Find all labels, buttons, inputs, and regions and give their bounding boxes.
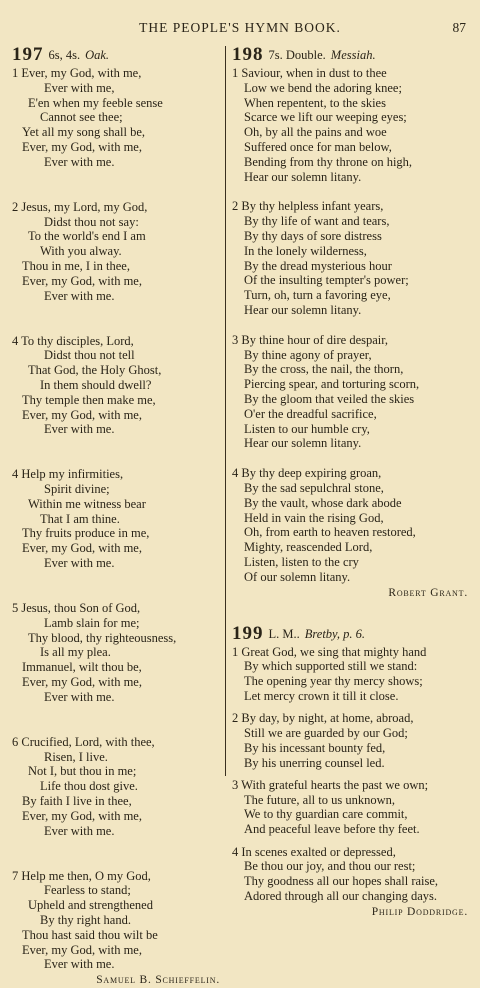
verse-line: Thy goodness all our hopes shall raise, [244, 874, 439, 889]
verse-line: Listen to our humble cry, [244, 421, 370, 436]
verse-line: Not I, but thou in me; [28, 764, 137, 779]
page-number: 87 [452, 20, 466, 35]
verse-line: By thy life of want and tears, [244, 214, 390, 229]
verse-line: Ever with me. [44, 957, 115, 972]
verse-line: Hear our solemn litany. [244, 169, 362, 184]
verse-first-line: 2 Jesus, my Lord, my God, [12, 199, 148, 214]
verse [12, 200, 220, 304]
verse-first-line: 4 By thy deep expiring groan, [232, 466, 382, 481]
verse-line: The opening year thy mercy shows; [244, 674, 423, 689]
verse-line: By the dread mysterious hour [244, 258, 392, 273]
verse-line: In the lonely wilderness, [244, 243, 367, 258]
verse-line: Of the insulting tempter's power; [244, 273, 409, 288]
verse-line: Thy blood, thy righteousness, [28, 630, 177, 645]
column-divider [225, 46, 226, 776]
verse-line: Thou in me, I in thee, [22, 258, 130, 273]
verse-line: Ever with me. [44, 689, 115, 704]
verse-line: Fearless to stand; [44, 883, 131, 898]
verse [232, 199, 468, 317]
verse-line: O'er the dreadful sacrifice, [244, 406, 377, 421]
verse-line: The future, all to us unknown, [244, 792, 396, 807]
verse-line: Immanuel, wilt thou be, [22, 660, 142, 675]
verse-line: Thy fruits produce in me, [22, 526, 150, 541]
verse-line: That God, the Holy Ghost, [28, 363, 162, 378]
hymn-author: Samuel B. Schieffelin. [96, 974, 220, 987]
verse-line: Didst thou not say: [44, 214, 139, 229]
verse-line: Mighty, reascended Lord, [244, 540, 373, 555]
verse-first-line: 6 Crucified, Lord, with thee, [12, 734, 155, 749]
verse-line: Ever, my God, with me, [22, 808, 142, 823]
verse-line: Ever with me. [44, 556, 115, 571]
hymn-number: 198 [232, 44, 264, 65]
verse-line: Held in vain the rising God, [244, 510, 384, 525]
verse-line: Oh, by all the pains and woe [244, 125, 387, 140]
verse [12, 601, 220, 705]
verse-line: Be thou our joy, and thou our rest; [244, 859, 416, 874]
verse-line: Turn, oh, turn a favoring eye, [244, 288, 391, 303]
verse-line: Ever with me. [44, 288, 115, 303]
verse-line: When repentent, to the skies [244, 95, 386, 110]
verse-line: Ever, my God, with me, [22, 273, 142, 288]
verse-line: Didst thou not tell [44, 348, 135, 363]
verse-line: Ever with me. [44, 823, 115, 838]
verse [12, 869, 220, 973]
verse-line: Suffered once for man below, [244, 139, 392, 154]
hymn-198 [232, 44, 468, 601]
verse-first-line: 1 Great God, we sing that mighty hand [232, 644, 427, 659]
verse-line: Ever with me. [44, 154, 115, 169]
verse-line: That I am thine. [40, 511, 120, 526]
verse-line: Ever, my God, with me, [22, 541, 142, 556]
verse-line: By his unerring counsel led. [244, 755, 385, 770]
verse-line: Let mercy crown it till it close. [244, 688, 399, 703]
hymn-heading [12, 44, 220, 66]
verse-line: Hear our solemn litany. [244, 302, 362, 317]
verse-line: By faith I live in thee, [22, 794, 132, 809]
right-column [232, 44, 468, 920]
verse-line: Is all my plea. [40, 645, 111, 660]
verse-line: By his incessant bounty fed, [244, 740, 386, 755]
verse-line: Cannot see thee; [40, 110, 123, 125]
verse [232, 778, 468, 837]
verse [12, 334, 220, 438]
hymn-author: Philip Doddridge. [371, 905, 468, 918]
hymn-meter: 7s. Double. [268, 48, 326, 62]
verse-line: Listen, listen to the cry [244, 554, 359, 569]
verse-line: Piercing spear, and torturing scorn, [244, 377, 420, 392]
verse-line: Still we are guarded by our God; [244, 725, 408, 740]
verse [232, 645, 468, 704]
verse-first-line: 2 By day, by night, at home, abroad, [232, 711, 414, 726]
verse-first-line: 3 With grateful hearts the past we own; [232, 777, 429, 792]
verse-line: Of our solemn litany. [244, 569, 351, 584]
verse-line: By the sad sepulchral stone, [244, 480, 384, 495]
hymn-meter: 6s, 4s. [48, 48, 81, 62]
verse [12, 735, 220, 839]
verse-line: Within me witness bear [28, 496, 146, 511]
verse-line: Spirit divine; [44, 482, 110, 497]
verse-first-line: 3 By thine hour of dire despair, [232, 332, 389, 347]
verse-line: Ever, my God, with me, [22, 675, 142, 690]
page-header [0, 0, 480, 46]
verse-line: Ever, my God, with me, [22, 407, 142, 422]
verse-line: Upheld and strengthened [28, 898, 153, 913]
verse-line: Thy temple then make me, [22, 392, 156, 407]
verse [232, 845, 468, 904]
hymn-heading [232, 44, 468, 66]
verse-line: By the vault, whose dark abode [244, 495, 402, 510]
hymn-tune: Messiah. [330, 48, 376, 62]
verse-line: Life thou dost give. [40, 779, 138, 794]
verse-line: Scarce we lift our weeping eyes; [244, 110, 407, 125]
verse-first-line: 5 Jesus, thou Son of God, [12, 601, 141, 616]
hymn-tune: Bretby, p. 6. [304, 626, 366, 641]
hymn-author: Robert Grant. [388, 586, 468, 599]
verse [232, 333, 468, 451]
verse-line: Adored through all our changing days. [244, 888, 438, 903]
verse [12, 467, 220, 571]
verse-line: With you alway. [40, 244, 122, 259]
verse-line: Ever with me, [44, 80, 115, 95]
verse-first-line: 1 Saviour, when in dust to thee [232, 66, 387, 80]
verse-line: By the cross, the nail, the thorn, [244, 362, 404, 377]
verse-line: E'en when my feeble sense [28, 95, 163, 110]
verse-line: Lamb slain for me; [44, 615, 140, 630]
verse-line: Hear our solemn litany. [244, 436, 362, 451]
verse-line: Ever with me. [44, 422, 115, 437]
verse-first-line: 7 Help me then, O my God, [12, 868, 151, 883]
hymn-heading [232, 623, 468, 645]
verse [232, 711, 468, 770]
verse-line: Thou hast said thou wilt be [22, 927, 158, 942]
verse-line: By the gloom that veiled the skies [244, 391, 415, 406]
running-title: THE PEOPLE'S HYMN BOOK. [139, 20, 341, 35]
verse-line: And peaceful leave before thy feet. [244, 822, 420, 837]
verse [232, 66, 468, 184]
verse [12, 66, 220, 170]
verse-first-line: 2 By thy helpless infant years, [232, 199, 384, 214]
verse [232, 466, 468, 584]
hymn-197 [12, 44, 220, 988]
verse-line: Risen, I live. [44, 749, 108, 764]
verse-line: Yet all my song shall be, [22, 125, 146, 140]
verse-first-line: 1 Ever, my God, with me, [12, 66, 142, 80]
verse-line: To the world's end I am [28, 229, 146, 244]
verse-line: In them should dwell? [40, 377, 152, 392]
verse-first-line: 4 Help my infirmities, [12, 467, 124, 482]
verse-line: Low we bend the adoring knee; [244, 80, 402, 95]
hymn-number: 197 [12, 44, 44, 65]
verse-line: Oh, from earth to heaven restored, [244, 525, 416, 540]
verse-first-line: 4 To thy disciples, Lord, [12, 333, 134, 348]
verse-line: Ever, my God, with me, [22, 942, 142, 957]
verse-line: Ever, my God, with me, [22, 139, 142, 154]
verse-line: By which supported still we stand: [244, 659, 418, 674]
verse-line: Bending from thy throne on high, [244, 154, 413, 169]
hymn-199 [232, 623, 468, 920]
verse-line: By thy days of sore distress [244, 228, 382, 243]
hymn-number: 199 [232, 622, 264, 644]
hymn-tune: Oak. [85, 48, 110, 62]
verse-line: By thine agony of prayer, [244, 347, 372, 362]
verse-first-line: 4 In scenes exalted or depressed, [232, 844, 396, 859]
hymn-meter: L. M.. [268, 626, 300, 641]
verse-line: By thy right hand. [40, 912, 131, 927]
verse-line: We to thy guardian care commit, [244, 807, 408, 822]
left-column [12, 44, 220, 988]
